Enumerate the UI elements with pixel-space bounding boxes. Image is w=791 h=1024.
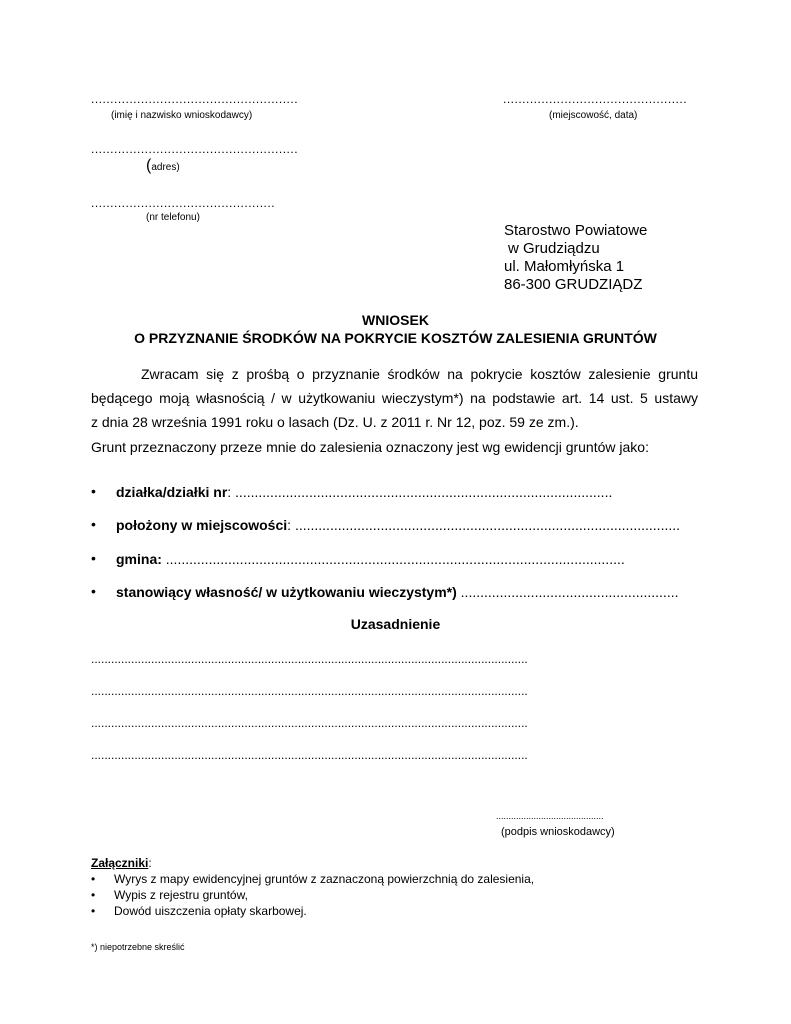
recipient-line-1: Starostwo Powiatowe xyxy=(504,222,648,239)
justification-line-3: ................................................................................................................................... xyxy=(91,716,528,730)
body-line-3: z dnia 28 września 1991 roku o lasach (Dz. U. z 2011 r. Nr 12, poz. 59 ze zm.). xyxy=(91,414,579,430)
body-line-1: Zwracam się z prośbą o przyznanie środków na pokrycie kosztów zalesienie gruntu xyxy=(141,366,698,382)
applicant-name-label: (imię i nazwisko wnioskodawcy) xyxy=(111,110,253,121)
address-line: ...................................................... xyxy=(91,142,299,156)
field-fill-line: ................................................................................................. xyxy=(235,484,613,500)
bullet-icon: • xyxy=(91,516,96,532)
field-fill-line: ...................................................................................................................... xyxy=(165,551,625,567)
address-label: (adres) xyxy=(146,157,180,174)
place-date-line: ................................................ xyxy=(503,92,688,106)
phone-label: (nr telefonu) xyxy=(146,212,200,223)
place-date-label: (miejscowość, data) xyxy=(549,110,638,121)
document-subtitle: O PRZYZNANIE ŚRODKÓW NA POKRYCIE KOSZTÓW ZALESIENIA GRUNTÓW xyxy=(134,330,657,346)
justification-line-4: ................................................................................................................................... xyxy=(91,748,528,762)
bullet-icon: • xyxy=(91,550,96,566)
recipient-line-3: ul. Małomłyńska 1 xyxy=(504,258,625,275)
recipient-line-2: w Grudziądzu xyxy=(508,240,600,257)
document-title: WNIOSEK xyxy=(362,312,429,328)
field-parcel-number: • działka/działki nr: ................................................................................................. xyxy=(91,483,613,500)
signature-line: ........................................... xyxy=(496,811,604,821)
phone-line: ................................................ xyxy=(91,196,276,210)
bullet-icon: • xyxy=(91,483,96,499)
field-ownership xyxy=(91,584,691,604)
field-label: działka/działki nr xyxy=(116,484,228,500)
body-line-4: Grunt przeznaczony przeze mnie do zalesienia oznaczony jest wg ewidencji gruntów jako: xyxy=(91,439,649,455)
justification-line-1: ................................................................................................................................... xyxy=(91,652,528,666)
attachment-item: • Wypis z rejestru gruntów, xyxy=(91,888,248,902)
field-label: gmina: xyxy=(116,551,162,567)
field-label: stanowiący własność/ w użytkowaniu wieczystym*) xyxy=(116,584,457,600)
bullet-icon: • xyxy=(91,888,96,902)
justification-heading: Uzasadnienie xyxy=(350,616,441,632)
attachments-heading: Załączniki: xyxy=(91,856,152,870)
field-label: położony w miejscowości xyxy=(116,517,288,533)
body-line-2: będącego moją własnością / w użytkowaniu wieczystym*) na podstawie art. 14 ust. 5 ustawy xyxy=(91,390,698,406)
attachment-item: • Dowód uiszczenia opłaty skarbowej. xyxy=(91,904,307,918)
attachment-item: • Wyrys z mapy ewidencyjnej gruntów z zaznaczoną powierzchnią do zalesienia, xyxy=(91,872,535,886)
field-fill-line: ........................................................ xyxy=(460,584,679,600)
bullet-icon: • xyxy=(91,583,96,599)
field-fill-line: ................................................................................................... xyxy=(294,517,681,533)
bullet-icon: • xyxy=(91,872,96,886)
recipient-line-4: 86-300 GRUDZIĄDZ xyxy=(504,276,643,293)
field-locality: • położony w miejscowości: ................................................................................................... xyxy=(91,516,681,533)
signature-label: (podpis wnioskodawcy) xyxy=(501,826,615,838)
footnote: *) niepotrzebne skreślić xyxy=(91,942,185,952)
justification-line-2: ................................................................................................................................... xyxy=(91,684,528,698)
bullet-icon: • xyxy=(91,904,96,918)
applicant-name-line: ...................................................... xyxy=(91,92,299,106)
field-commune xyxy=(91,551,691,571)
